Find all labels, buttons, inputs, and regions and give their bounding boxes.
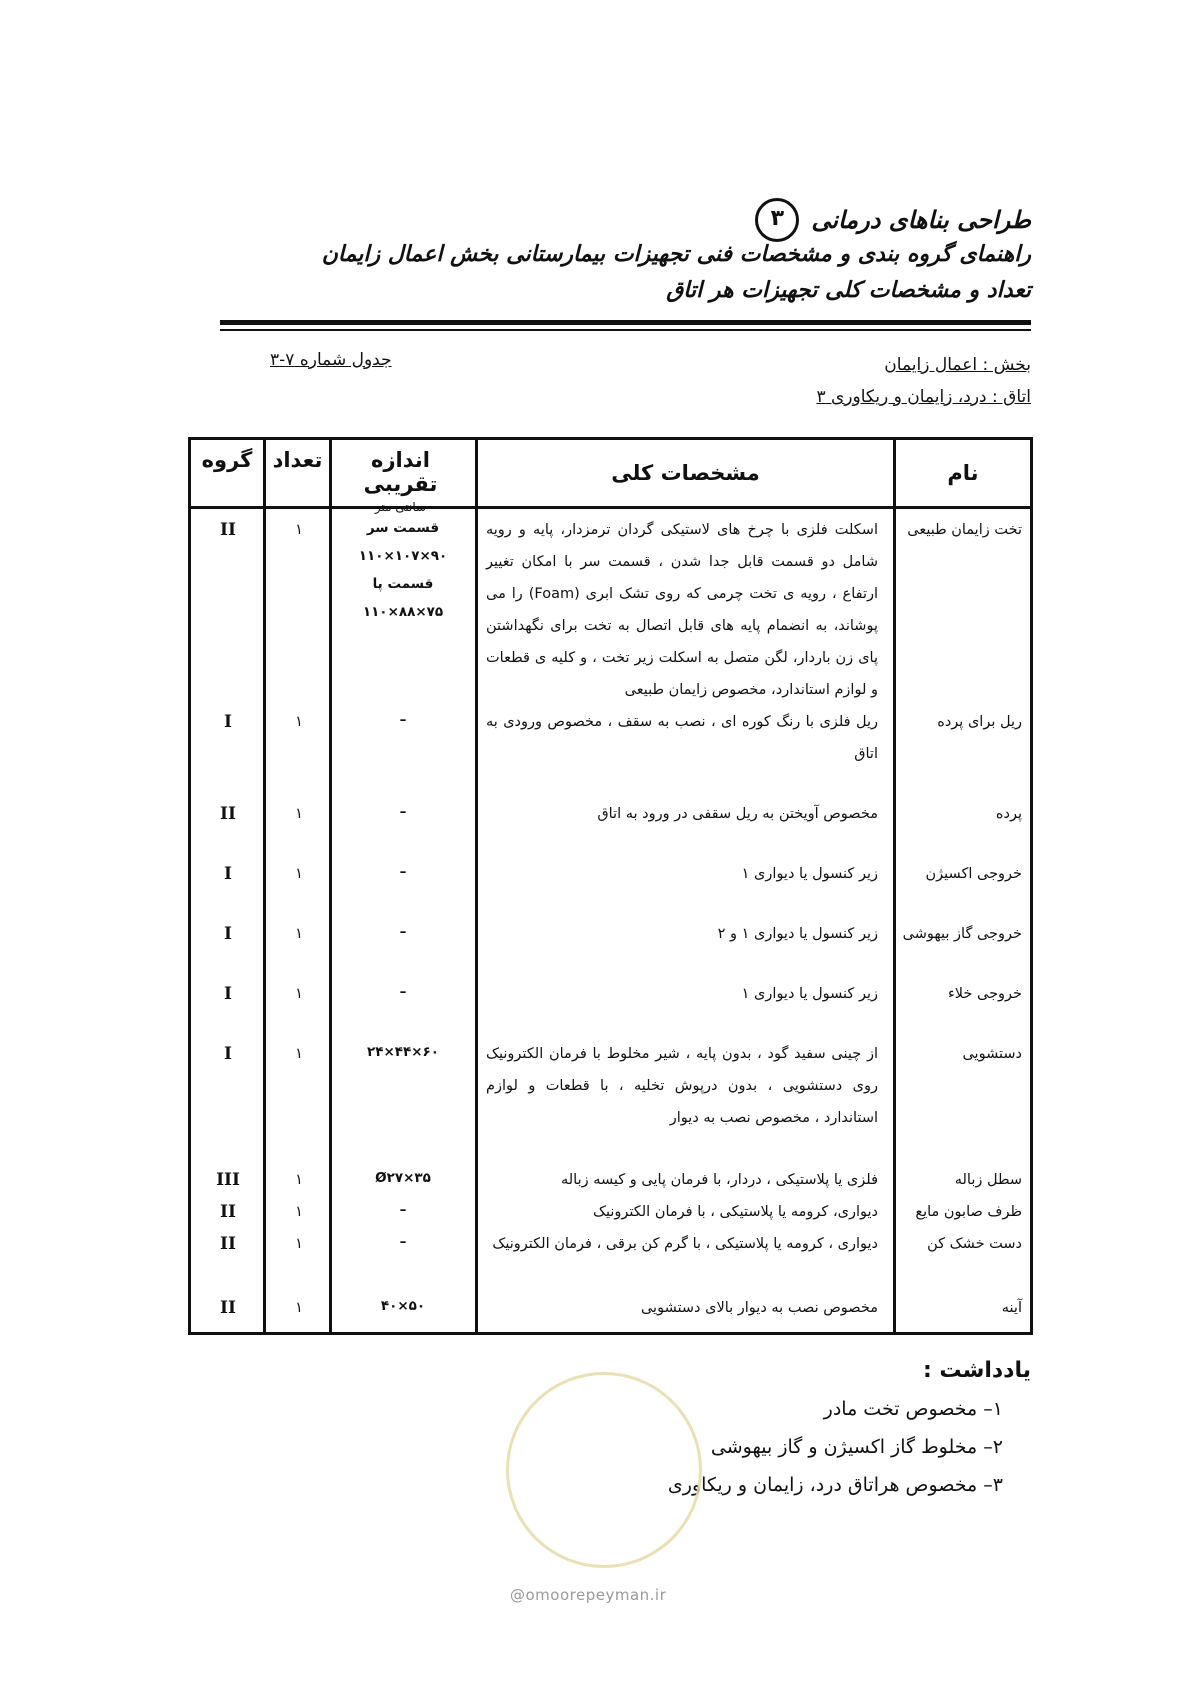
- header-size-label: اندازه تقریبی: [363, 448, 438, 496]
- cell-count: ۱: [295, 1046, 303, 1062]
- cell-count: ۱: [295, 1204, 303, 1220]
- cell-name: ریل برای پرده: [937, 714, 1022, 730]
- cell-size: –: [399, 712, 407, 728]
- cell-group: I: [224, 712, 232, 732]
- watermark-text: @omoorepeyman.ir: [510, 1586, 667, 1604]
- cell-spec: دیواری ، کرومه یا پلاستیکی ، با گرم کن برقی ، فرمان الکترونیک: [492, 1236, 878, 1252]
- cell-count: ۱: [295, 986, 303, 1002]
- header-size: [332, 440, 469, 514]
- header-divider: [191, 506, 1030, 509]
- room-label: اتاق : درد، زایمان و ریکاوری ۳: [816, 387, 1031, 407]
- doc-subtitle: راهنمای گروه بندی و مشخصات فنی تجهیزات بیمارستانی بخش اعمال زایمان: [321, 242, 1031, 267]
- cell-count: ۱: [295, 926, 303, 942]
- cell-name: ظرف صابون مایع: [915, 1204, 1022, 1220]
- cell-spec: ریل فلزی با رنگ کوره ای ، نصب به سقف ، مخصوص ورودی به اتاق: [486, 714, 878, 762]
- cell-group: I: [224, 864, 232, 884]
- header-size-unit: سانتی متر: [374, 500, 427, 514]
- cell-name: خروجی اکسیژن: [925, 866, 1022, 882]
- header-group: گروه: [201, 448, 253, 472]
- section-label: بخش : اعمال زایمان: [884, 355, 1031, 375]
- cell-group: I: [224, 1044, 232, 1064]
- cell-group: II: [220, 1298, 236, 1318]
- cell-spec: دیواری، کرومه یا پلاستیکی ، با فرمان الکترونیک: [592, 1204, 878, 1220]
- header-name: نام: [947, 461, 979, 485]
- col-divider: [329, 440, 332, 1332]
- notes-title: یادداشت :: [922, 1358, 1031, 1383]
- doc-subtitle-2: تعداد و مشخصات کلی تجهیزات هر اتاق: [666, 278, 1031, 303]
- header-spec: مشخصات کلی: [611, 461, 760, 485]
- cell-size: ۶۰×۴۴×۲۴: [366, 1044, 440, 1060]
- chapter-number-badge: ۳: [755, 198, 799, 242]
- cell-spec: زیر کنسول یا دیواری ۱: [741, 866, 878, 882]
- cell-name: دست خشک کن: [927, 1236, 1022, 1252]
- note-item: ۳– مخصوص هراتاق درد، زایمان و ریکاوری: [667, 1474, 1003, 1496]
- watermark-seal-icon: [506, 1372, 702, 1568]
- cell-count: ۱: [295, 806, 303, 822]
- doc-title: [755, 198, 1031, 242]
- note-item: ۲– مخلوط گاز اکسیژن و گاز بیهوشی: [710, 1436, 1003, 1458]
- cell-group: I: [224, 984, 232, 1004]
- cell-group: III: [216, 1170, 240, 1190]
- equipment-table: [188, 437, 1033, 1335]
- cell-group: I: [224, 924, 232, 944]
- cell-count: ۱: [295, 522, 303, 538]
- table-number: جدول شماره ۷-۳: [270, 350, 392, 370]
- notes-section: [668, 1358, 1031, 1507]
- cell-name: سطل زباله: [954, 1172, 1022, 1188]
- cell-name: پرده: [995, 806, 1022, 822]
- cell-name: خروجی گاز بیهوشی: [902, 926, 1022, 942]
- header-count: تعداد: [272, 448, 323, 472]
- cell-count: ۱: [295, 1300, 303, 1316]
- cell-name: خروجی خلاء: [947, 986, 1022, 1002]
- cell-group: II: [220, 1202, 236, 1222]
- cell-spec: زیر کنسول یا دیواری ۱: [741, 986, 878, 1002]
- col-divider: [475, 440, 478, 1332]
- cell-size: –: [399, 1202, 407, 1218]
- cell-spec: مخصوص آویختن به ریل سقفی در ورود به اتاق: [597, 806, 878, 822]
- cell-group: II: [220, 804, 236, 824]
- cell-spec: فلزی یا پلاستیکی ، دردار، با فرمان پایی و کیسه زباله: [560, 1172, 878, 1188]
- cell-size: –: [399, 864, 407, 880]
- cell-name: آینه: [1001, 1300, 1022, 1316]
- cell-count: ۱: [295, 1172, 303, 1188]
- cell-size: –: [399, 924, 407, 940]
- cell-size: –: [399, 984, 407, 1000]
- cell-size: –: [399, 1234, 407, 1250]
- header-rule-thin: [220, 329, 1031, 331]
- cell-size: –: [399, 804, 407, 820]
- cell-count: ۱: [295, 1236, 303, 1252]
- cell-size: قسمت سر ۹۰×۱۰۷×۱۱۰ قسمت پا ۷۵×۸۸×۱۱۰: [358, 520, 448, 620]
- doc-title-text: طراحی بناهای درمانی: [811, 206, 1031, 234]
- cell-spec: مخصوص نصب به دیوار بالای دستشویی: [640, 1300, 878, 1316]
- note-item: ۱– مخصوص تخت مادر: [823, 1398, 1003, 1420]
- cell-spec: اسکلت فلزی با چرخ های لاستیکی گردان ترمزدار، پایه و رویه شامل دو قسمت قابل جدا شدن ، قسمت سر با امکان تغییر ارتفاع ، رویه ی تخت چرمی که روی تشک ابری (Foam) را می پوشاند، به انضمام پایه های قابل اتصال به تخت برای نگهداشتن پای زن باردار، لگن متصل به اسکلت زیر تخت ، و کلیه ی قطعات و لوازم استاندارد، مخصوص زایمان طبیعی: [486, 522, 879, 698]
- cell-name: تخت زایمان طبیعی: [907, 522, 1022, 538]
- cell-spec: از چینی سفید گود ، بدون پایه ، شیر مخلوط با فرمان الکترونیک روی دستشویی ، بدون درپوش تخلیه ، با قطعات و لوازم استاندارد ، مخصوص نصب به دیوار: [486, 1046, 878, 1126]
- cell-count: ۱: [295, 866, 303, 882]
- cell-size: ۵۰×۴۰: [380, 1298, 426, 1314]
- cell-spec: زیر کنسول یا دیواری ۱ و ۲: [717, 926, 878, 942]
- cell-group: II: [220, 520, 236, 540]
- cell-size: Ø۲۷×۳۵: [375, 1170, 431, 1186]
- header-rule-thick: [220, 320, 1031, 325]
- cell-count: ۱: [295, 714, 303, 730]
- cell-name: دستشویی: [962, 1046, 1022, 1062]
- cell-group: II: [220, 1234, 236, 1254]
